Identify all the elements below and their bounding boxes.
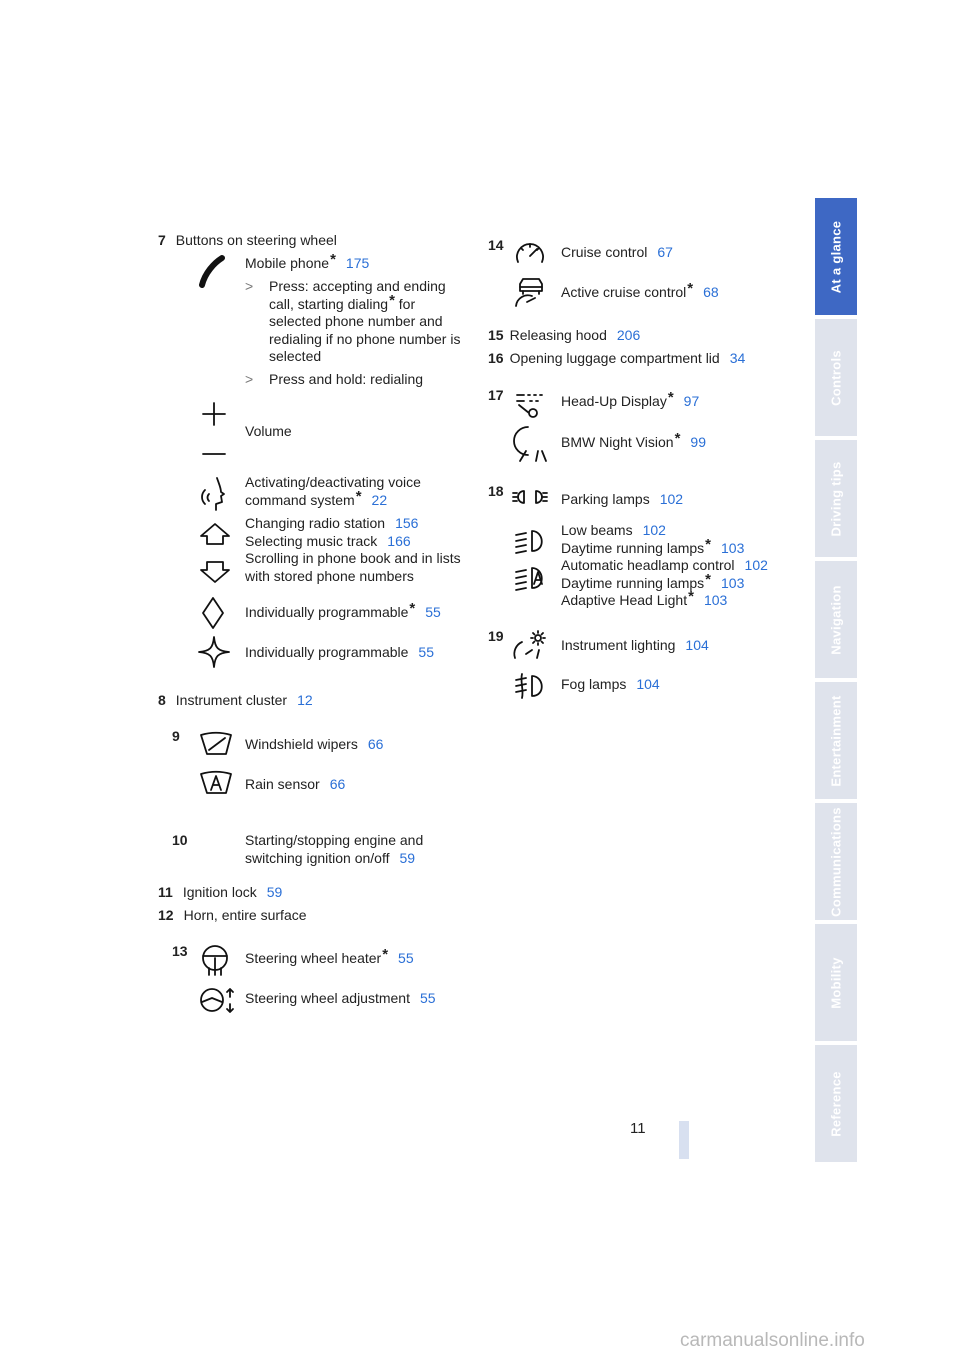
item-7-heading: 7 Buttons on steering wheel — [158, 232, 337, 248]
plus-icon — [202, 402, 226, 426]
page-ref-link[interactable]: 67 — [657, 244, 673, 260]
page-number: 11 — [630, 1120, 646, 1137]
item-15: 15 Releasing hood 206 — [488, 327, 641, 343]
head-up-display-icon — [514, 391, 548, 417]
page-ref-link[interactable]: 66 — [329, 776, 346, 792]
automatic-headlamp-icon — [514, 564, 548, 592]
programmable-1-label: Individually programmable* 55 — [245, 600, 441, 620]
cruise-control-label: Cruise control 67 — [561, 244, 673, 260]
tab-entertainment[interactable]: Entertainment — [815, 682, 857, 799]
head-up-display-label: Head-Up Display* 97 — [561, 389, 700, 409]
item-9-number: 9 — [172, 728, 180, 744]
night-vision-icon — [514, 425, 548, 463]
item-14-number: 14 — [488, 237, 504, 253]
rain-sensor-label: Rain sensor 66 — [245, 776, 346, 792]
cruise-control-icon — [514, 240, 546, 268]
page-ref-link[interactable]: 104 — [685, 637, 709, 653]
page-number-bar — [679, 1121, 689, 1159]
page-ref-link[interactable]: 34 — [729, 350, 746, 366]
page-ref-link[interactable]: 12 — [297, 692, 313, 708]
low-beams-icon — [514, 527, 548, 555]
tab-reference[interactable]: Reference — [815, 1045, 857, 1162]
phone-hold-description: > Press and hold: redialing — [245, 371, 424, 387]
tab-communications[interactable]: Communications — [815, 803, 857, 920]
page-ref-link[interactable]: 97 — [683, 393, 700, 409]
automatic-headlamp-label: Automatic headlamp control 102 Daytime running lamps* 103 Adaptive Head Light* 103 — [561, 557, 768, 608]
rain-sensor-icon — [199, 770, 233, 796]
page-ref-link[interactable]: 66 — [367, 736, 384, 752]
page-ref-link[interactable]: 102 — [642, 522, 666, 538]
item-8: 8 Instrument cluster 12 — [158, 692, 313, 708]
active-cruise-control-label: Active cruise control* 68 — [561, 280, 719, 300]
item-17-number: 17 — [488, 387, 504, 403]
arrow-up-icon — [199, 522, 231, 546]
page-ref-link[interactable]: 102 — [744, 557, 768, 573]
phone-icon — [198, 255, 230, 289]
instrument-lighting-label: Instrument lighting 104 — [561, 637, 709, 653]
night-vision-label: BMW Night Vision* 99 — [561, 430, 706, 450]
tab-at-a-glance[interactable]: At a glance — [815, 198, 857, 315]
item-10-number: 10 — [172, 832, 188, 848]
steering-wheel-heater-icon — [200, 944, 230, 976]
windshield-wiper-icon — [199, 731, 233, 757]
mobile-phone-label: Mobile phone* 175 — [245, 251, 370, 271]
instrument-lighting-icon — [512, 630, 548, 662]
page-ref-link[interactable]: 68 — [703, 284, 719, 300]
page-ref-link[interactable]: 55 — [398, 950, 414, 966]
active-cruise-control-icon — [514, 276, 548, 308]
item-12: 12 Horn, entire surface — [158, 907, 307, 923]
tab-driving-tips[interactable]: Driving tips — [815, 440, 857, 557]
steering-wheel-heater-label: Steering wheel heater* 55 — [245, 946, 414, 966]
page-ref-link[interactable]: 102 — [659, 491, 684, 507]
watermark-footer: carmanualsonline.info — [680, 1330, 865, 1351]
item-19-number: 19 — [488, 628, 504, 644]
page-ref-link[interactable]: 59 — [266, 884, 283, 900]
volume-label: Volume — [245, 423, 292, 439]
page-ref-link[interactable]: 156 — [395, 515, 419, 531]
item-13-number: 13 — [172, 943, 188, 959]
tab-navigation[interactable]: Navigation — [815, 561, 857, 678]
page-ref-link[interactable]: 104 — [636, 676, 660, 692]
page-ref-link[interactable]: 103 — [721, 574, 745, 591]
page-ref-link[interactable]: 22 — [371, 491, 388, 508]
minus-icon — [202, 452, 226, 456]
low-beams-label: Low beams 102 Daytime running lamps* 103 — [561, 522, 745, 556]
programmable-2-label: Individually programmable 55 — [245, 644, 434, 660]
item-11: 11 Ignition lock 59 — [158, 884, 283, 900]
item-18-number: 18 — [488, 483, 504, 499]
steering-wheel-adjustment-label: Steering wheel adjustment 55 — [245, 990, 436, 1006]
item-16: 16 Opening luggage compartment lid 34 — [488, 350, 746, 366]
page-ref-link[interactable]: 59 — [399, 849, 416, 866]
page-ref-link[interactable]: 55 — [425, 604, 441, 620]
parking-lamps-icon — [512, 488, 548, 506]
voice-command-label: Activating/deactivating voice command system* 22 — [245, 474, 421, 508]
fog-lamps-icon — [514, 672, 548, 700]
tab-controls[interactable]: Controls — [815, 319, 857, 436]
tab-mobility[interactable]: Mobility — [815, 924, 857, 1041]
voice-command-icon — [199, 476, 233, 512]
page-ref-link[interactable]: 103 — [721, 539, 745, 556]
page-ref-link[interactable]: 206 — [616, 327, 641, 343]
windshield-wipers-label: Windshield wipers 66 — [245, 736, 384, 752]
fog-lamps-label: Fog lamps 104 — [561, 676, 660, 692]
page-ref-link[interactable]: 166 — [387, 532, 411, 549]
parking-lamps-label: Parking lamps 102 — [561, 491, 684, 507]
start-stop-label: Starting/stopping engine and switching ignition on/off 59 — [245, 832, 424, 866]
page-ref-link[interactable]: 103 — [703, 592, 728, 608]
steering-wheel-adjustment-icon — [199, 985, 235, 1015]
star-shape-icon — [198, 636, 230, 668]
diamond-icon — [202, 597, 224, 629]
radio-station-label: Changing radio station 156 Selecting music track 166 Scrolling in phone book and in lists with stored phone numbers — [245, 515, 461, 584]
page-ref-link[interactable]: 175 — [345, 255, 370, 271]
page-ref-link[interactable]: 55 — [418, 644, 434, 660]
page-ref-link[interactable]: 99 — [690, 434, 706, 450]
arrow-down-icon — [199, 560, 231, 584]
page-ref-link[interactable]: 55 — [420, 990, 436, 1006]
phone-press-description: > Press: accepting and ending call, starting dialing* for selected phone number and redialing if no phone number is selected — [245, 278, 461, 365]
